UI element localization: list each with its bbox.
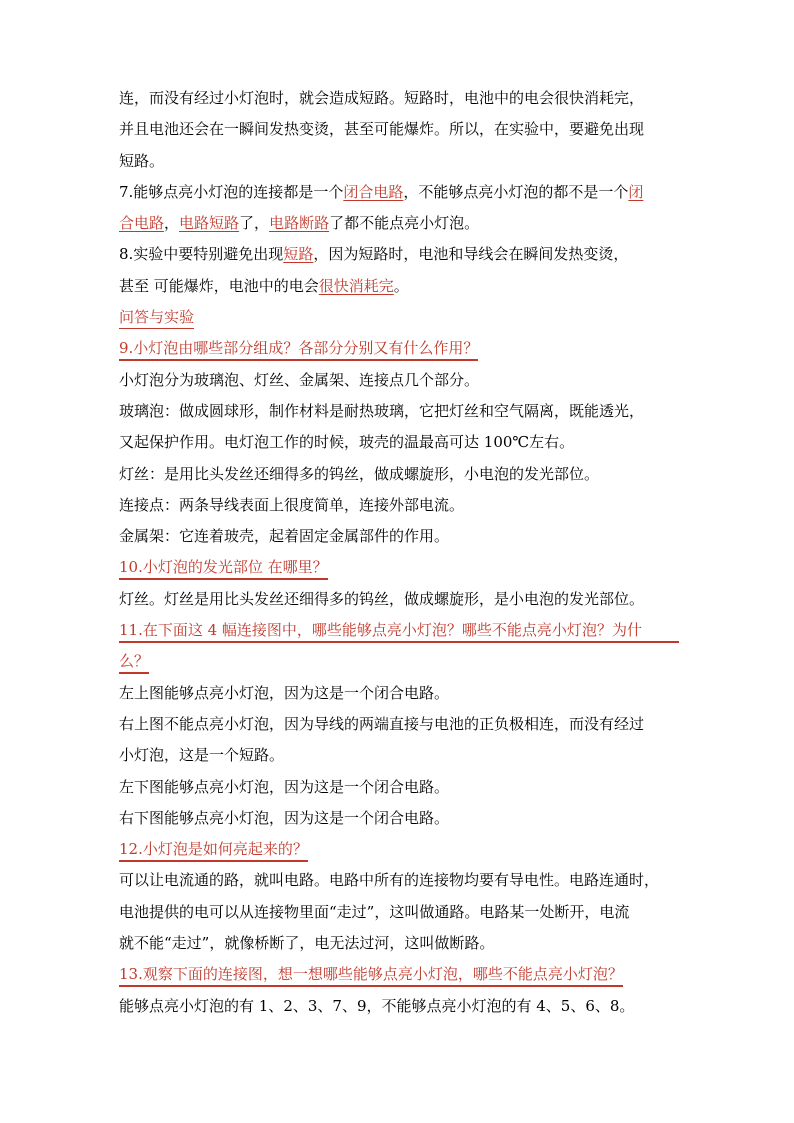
answer-line: 金属架：它连着玻壳，起着固定金属部件的作用。 [119,527,450,546]
answer-line: 右上图不能点亮小灯泡，因为导线的两端直接与电池的正负极相连，而没有经过 [119,714,645,733]
answer-line: 左上图能够点亮小灯泡，因为这是一个闭合电路。 [119,683,450,702]
document-page [119,86,679,1025]
question-11-cont: 么？ [119,649,679,673]
answer-line: 连接点：两条导线表面上很度简单，连接外部电流。 [119,495,465,514]
answer-line: 就不能“走过”，就像桥断了，电无法过河，这叫做断路。 [119,934,495,953]
answer-line: 右下图能够点亮小灯泡，因为这是一个闭合电路。 [119,808,450,827]
answer-line: 又起保护作用。电灯泡工作的时候，玻壳的温最高可达 100℃左右。 [119,433,575,452]
keyword-closed-circuit: 闭合电路 [343,182,404,201]
keyword-fast-drain: 很快消耗完 [318,276,394,295]
question-9: 9.小灯泡由哪些部分组成？各部分分别又有什么作用？ [119,336,679,360]
item-8-line-2: 甚至 可能爆炸，电池中的电会很快消耗完。 [119,276,409,295]
keyword-open-circuit: 电路断路 [269,214,330,233]
question-13: 13.观察下面的连接图，想一想哪些能够点亮小灯泡，哪些不能点亮小灯泡？ [119,962,679,986]
item-7-line: 7.能够点亮小灯泡的连接都是一个闭合电路，不能够点亮小灯泡的都不是一个闭 [119,182,644,201]
answer-line: 灯丝：是用比头发丝还细得多的钨丝，做成螺旋形，小电泡的发光部位。 [119,464,600,483]
paragraph-line: 连，而没有经过小灯泡时，就会造成短路。短路时，电池中的电会很快消耗完， [119,89,645,107]
answer-line: 电池提供的电可以从连接物里面“走过”，这叫做通路。电路某一处断开，电流 [119,902,630,921]
paragraph-line: 短路。 [119,151,165,170]
question-10: 10.小灯泡的发光部位 在哪里？ [119,555,679,579]
answer-line: 能够点亮小灯泡的有 1、2、3、7、9，不能够点亮小灯泡的有 4、5、6、8。 [119,996,635,1015]
keyword-short-circuit: 电路短路 [179,214,240,233]
answer-line: 左下图能够点亮小灯泡，因为这是一个闭合电路。 [119,777,450,796]
keyword-short: 短路 [283,245,314,264]
answer-line: 小灯泡分为玻璃泡、灯丝、金属架、连接点几个部分。 [119,370,480,389]
answer-line: 灯丝。灯丝是用比头发丝还细得多的钨丝，做成螺旋形，是小电泡的发光部位。 [119,589,645,608]
item-7-line-2: 合电路，电路短路了，电路断路了都不能点亮小灯泡。 [119,214,480,233]
answer-line: 可以让电流通的路，就叫电路。电路中所有的连接物均要有导电性。电路连通时， [119,871,660,890]
answer-line: 玻璃泡：做成圆球形，制作材料是耐热玻璃，它把灯丝和空气隔离，既能透光， [119,401,645,420]
paragraph-line: 并且电池还会在一瞬间发热变烫，甚至可能爆炸。所以，在实验中，要避免出现 [119,120,645,139]
question-11: 11.在下面这 4 幅连接图中，哪些能够点亮小灯泡？哪些不能点亮小灯泡？为什 [119,618,679,642]
section-heading: 问答与实验 [119,305,679,329]
answer-line: 小灯泡，这是一个短路。 [119,746,285,765]
item-8-line: 8.实验中要特别避免出现短路，因为短路时，电池和导线会在瞬间发热变烫， [119,245,629,264]
question-12: 12.小灯泡是如何亮起来的？ [119,837,679,861]
